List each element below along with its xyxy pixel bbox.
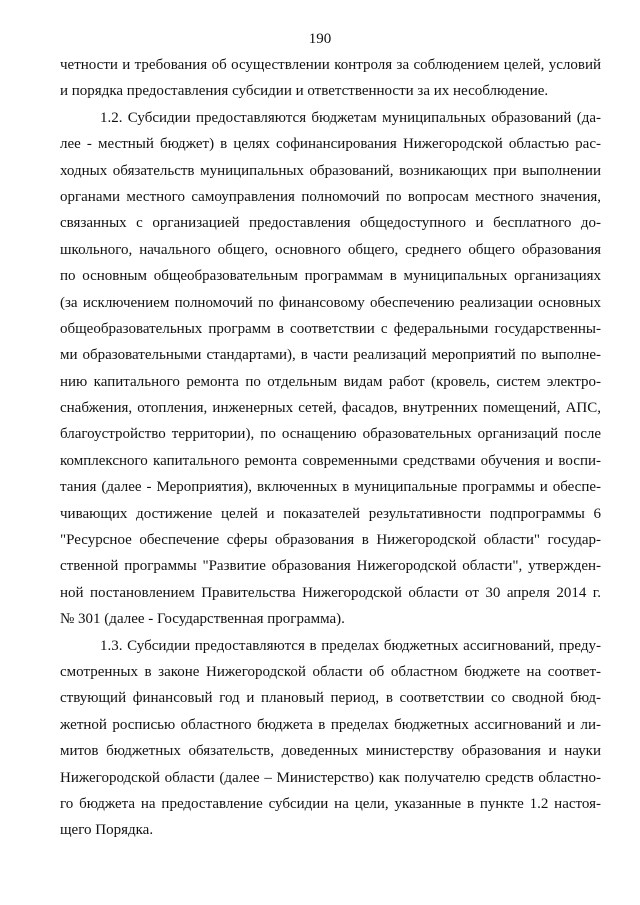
text-line: общеобразовательных программ в соответствии с федеральными государственны- (60, 320, 601, 337)
text-line: тания (далее - Мероприятия), включенных в муниципальные программы и обеспе- (60, 479, 601, 496)
text-line: снабжения, отопления, инженерных сетей, фасадов, внутренних помещений, АПС, (60, 400, 601, 417)
text-line: ствующий финансовый год и плановый период, в соответствии со сводной бюд- (60, 690, 601, 707)
text-line: смотренных в законе Нижегородской области об областном бюджете на соответ- (60, 663, 601, 680)
text-line: связанных с организацией предоставления общедоступного и бесплатного до- (60, 215, 601, 232)
text-line: нию капитального ремонта по отдельным видам работ (кровель, систем электро- (60, 373, 601, 390)
text-line: ственной программы "Развитие образования Нижегородской области", утвержден- (60, 558, 601, 575)
text-line: 1.3. Субсидии предоставляются в пределах бюджетных ассигнований, преду- (100, 637, 601, 654)
page-number: 190 (308, 31, 332, 47)
text-line: комплексного капитального ремонта современными средствами обучения и воспи- (60, 452, 601, 469)
text-line: "Ресурсное обеспечение сферы образования в Нижегородской области" государ- (60, 532, 601, 549)
text-line: жетной росписью областного бюджета в пределах бюджетных ассигнований и ли- (60, 716, 601, 733)
document-body (60, 52, 601, 844)
text-line: и порядка предоставления субсидии и ответственности за их несоблюдение. (60, 83, 549, 100)
text-line: щего Порядка. (60, 822, 154, 839)
text-line: ходных обязательств муниципальных образований, возникающих при выполнении (60, 162, 601, 179)
text-line: Нижегородской области (далее – Министерство) как получателю средств областно- (60, 769, 601, 786)
text-line: чивающих достижение целей и показателей результативности подпрограммы 6 (60, 505, 601, 522)
text-line: лее - местный бюджет) в целях софинансирования Нижегородской областью рас- (60, 136, 601, 153)
text-line: ми образовательными стандартами), в части реализаций мероприятий по выполне- (60, 347, 601, 364)
text-line: № 301 (далее - Государственная программа). (60, 611, 345, 628)
text-line: органами местного самоуправления полномочий по вопросам местного значения, (60, 188, 601, 205)
text-line: ной постановлением Правительства Нижегородской области от 30 апреля 2014 г. (60, 584, 601, 601)
text-line: митов бюджетных обязательств, доведенных министерству образования и науки (60, 743, 601, 760)
text-line: благоустройство территории), по оснащению образовательных организаций после (60, 426, 601, 443)
text-line: четности и требования об осуществлении контроля за соблюдением целей, условий (60, 57, 601, 73)
text-line: 1.2. Субсидии предоставляются бюджетам муниципальных образований (да- (100, 109, 601, 126)
text-line: по основным общеобразовательным программам в муниципальных организациях (60, 268, 601, 285)
text-line: (за исключением полномочий по финансовому обеспечению реализации основных (60, 294, 601, 311)
text-line: го бюджета на предоставление субсидии на цели, указанные в пункте 1.2 настоя- (60, 795, 601, 812)
text-line: школьного, начального общего, основного общего, среднего общего образования (60, 241, 601, 258)
